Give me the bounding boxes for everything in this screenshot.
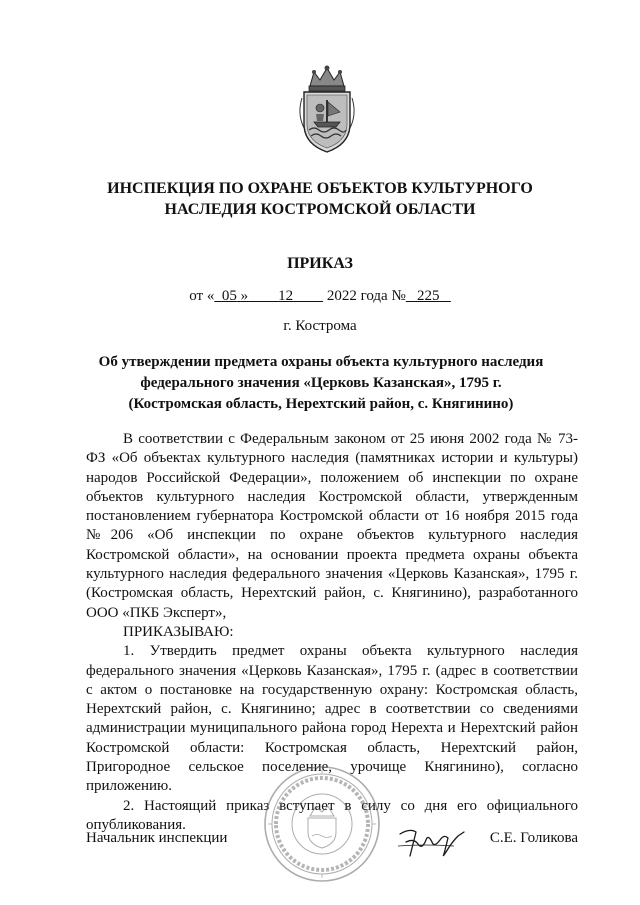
subject-line3: (Костромская область, Нерехтский район, с. Княгинино)	[128, 396, 514, 412]
official-stamp-icon	[262, 764, 382, 884]
order-subject	[80, 352, 562, 415]
order-month: 12	[278, 288, 294, 304]
order-word: ПРИКАЗЫВАЮ:	[123, 623, 234, 640]
order-number: 225	[417, 288, 440, 304]
day-suffix: »	[240, 288, 249, 304]
agency-name-line1: ИНСПЕКЦИЯ ПО ОХРАНЕ ОБЪЕКТОВ КУЛЬТУРНОГО	[107, 180, 533, 197]
agency-name-line2: НАСЛЕДИЯ КОСТРОМСКОЙ ОБЛАСТИ	[164, 201, 476, 218]
city: г. Кострома	[283, 318, 357, 334]
agency-name	[60, 178, 580, 220]
signature-icon	[396, 826, 468, 860]
signatory-name: С.Е. Голикова	[489, 830, 578, 846]
coat-of-arms-icon	[296, 64, 358, 156]
order-date-number	[0, 288, 640, 305]
order-item-1: 1. Утвердить предмет охраны объекта культурного наследия федерального значения «Церковь Казанская», 1795 г. (адрес в соответствии с актом о постановке на государственную охрану: Костромская область, Нерехтский район, с. Княгинино; адрес в соответствии со сведениями администрации муниципального района город Нерехта и Нерехтский район Костромской области: Костромская область, Нерехтский район, Пригородное сельское поселение, урочище Княгинино), согласно приложению.	[86, 643, 578, 795]
document-type: ПРИКАЗ	[287, 255, 353, 272]
order-day: 05	[221, 288, 237, 304]
preamble-paragraph: В соответствии с Федеральным законом от 25 июня 2002 года № 73-ФЗ «Об объектах культурного наследия (памятниках истории и культуры) народов Российской Федерации», положением об инспекции по охране объектов культурного наследия Костромской области, утвержденным постановлением губернатора Костромской области от 16 ноября 2015 года №206 «Об инспекции по охране объектов культурного наследия Костромской области», на основании проекта предмета охраны объекта культурного наследия федерального значения «Церковь Казанская», 1795 г. (Костромская область, Нерехтский район, с. Княгинино), разработанного ООО «ПКБ Эксперт»,	[86, 431, 578, 621]
year-text: 2022 года №	[326, 288, 406, 304]
date-prefix: от «	[189, 288, 215, 304]
order-item-2: 2. Настоящий приказ вступает в силу со дня его официального опубликования.	[86, 797, 578, 833]
subject-line1: Об утверждении предмета охраны объекта культурного наследия	[98, 354, 544, 370]
signatory-position: Начальник инспекции	[86, 830, 228, 846]
subject-line2: федерального значения «Церковь Казанская», 1795 г.	[140, 375, 502, 391]
